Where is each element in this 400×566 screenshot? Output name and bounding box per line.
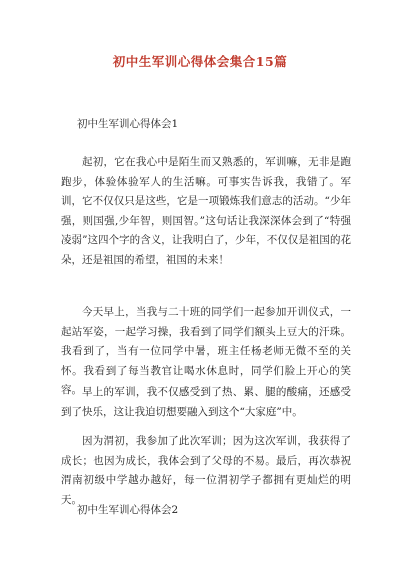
paragraph-1: 起初，它在我心中是陌生而又熟悉的，军训嘛，无非是跑跑步，体验体验军人的生活嘛。可事实告诉我，我错了。军训，它不仅仅只是这些，它是一项锻炼我们意志的活动。“少年强，则国强,少年智，则国智。”这句话让我深深体会到了“特强凌弱”这四个字的含义，让我明白了，少年，不仅仅是祖国的花朵，还是祖国的希望，祖国的未来！ — [61, 156, 351, 266]
section-heading-1: 初中生军训心得体会1 — [77, 118, 179, 130]
paragraph-3: 早上的军训，我不仅感受到了热、累、腿的酸痛，还感受到了快乐，这让我迫切想要融入到这个“大家庭”中。 — [61, 386, 351, 418]
document-title: 初中生军训心得体会集合15篇 — [112, 54, 288, 69]
paragraph-4: 因为渭初，我参加了此次军训；因为这次军训，我获得了成长；也因为成长，我体会到了父母的不易。最后，再次恭祝渭南初级中学越办越好，每一位渭初学子都拥有更灿烂的明天。 — [61, 435, 351, 506]
section-heading-2: 初中生军训心得体会2 — [77, 504, 179, 516]
paragraph-2: 今天早上，当我与二十班的同学们一起参加开训仪式，一起站军姿，一起学习操，我看到了同学们额头上豆大的汗珠。我看到了，当有一位同学中暑，班主任杨老师无微不至的关怀。我看到了每当教官让喝水休息时，同学们脸上开心的笑容。 — [61, 306, 351, 397]
